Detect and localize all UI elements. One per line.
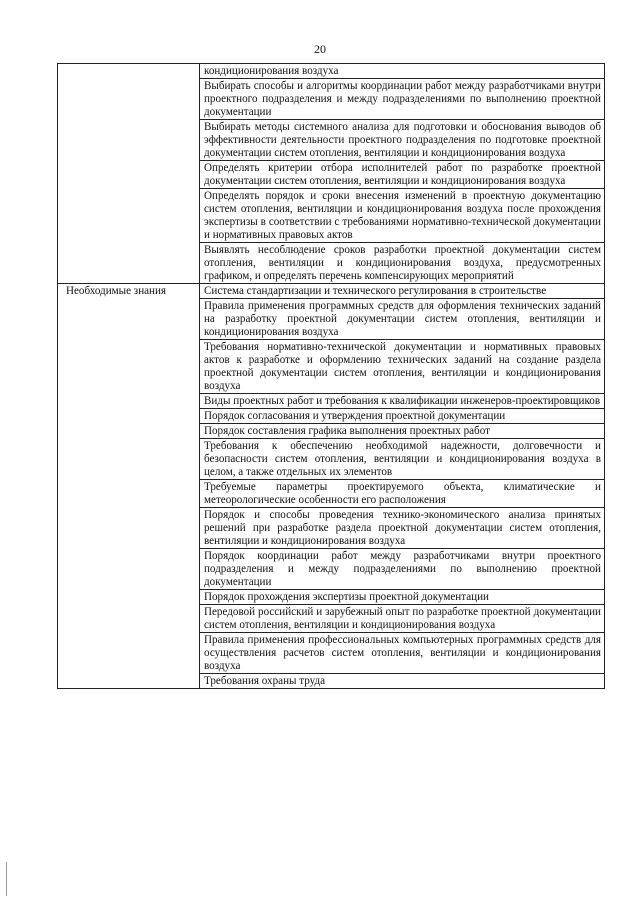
table-cell (200, 243, 605, 284)
cell-text: Требования охраны труда (204, 675, 326, 687)
row-label-cell (58, 64, 200, 284)
cell-text: Требуемые параметры проектируемого объекта, климатические и метеорологические особенности его расположения (204, 481, 601, 506)
table-row (58, 64, 605, 79)
cell-text: Порядок прохождения экспертизы проектной документации (204, 591, 489, 603)
table-cell (200, 409, 605, 424)
table-row (58, 284, 605, 299)
table-cell (200, 161, 605, 189)
cell-text: кондиционирования воздуха (204, 65, 339, 77)
table-cell (200, 394, 605, 409)
cell-text: Виды проектных работ и требования к квалификации инженеров-проектировщиков (204, 395, 601, 407)
cell-text: Требования к обеспечению необходимой надежности, долговечности и безопасности систем отопления, вентиляции и кондиционирования воздуха в целом, а также отдельных их элементов (204, 440, 601, 478)
cell-text: Определять критерии отбора исполнителей работ по разработке проектной документации систем отопления, вентиляции и кондиционирования воздуха (204, 162, 601, 187)
row-label-cell (58, 284, 200, 689)
cell-text: Передовой российский и зарубежный опыт по разработке проектной документации систем отопления, вентиляции и кондиционирования воздуха (204, 606, 601, 631)
table-cell (200, 189, 605, 243)
table-cell (200, 79, 605, 120)
cell-text: Правила применения профессиональных компьютерных программных средств для осуществления расчетов систем отопления, вентиляции и кондиционирования воздуха (204, 634, 601, 672)
scan-margin-mark (6, 862, 7, 896)
table-cell (200, 605, 605, 633)
cell-text: Порядок и способы проведения технико-экономического анализа принятых решений при разработке раздела проектной документации систем отопления, вентиляции и кондиционирования воздуха (204, 509, 601, 547)
table-cell (200, 508, 605, 549)
table-cell (200, 284, 605, 299)
cell-text: Определять порядок и сроки внесения изменений в проектную документацию систем отопления, вентиляции и кондиционирования воздуха после прохождения экспертизы в соответствии с требованиями нормативно-технической документации и нормативных правовых актов (204, 190, 601, 241)
cell-text: Порядок координации работ между разработчиками внутри проектного подразделения и между подразделениями по выполнению проектной документации (204, 550, 601, 588)
cell-text: Система стандартизации и технического регулирования в строительстве (204, 285, 547, 297)
cell-text: Порядок составления графика выполнения проектных работ (204, 425, 490, 437)
table-cell (200, 424, 605, 439)
table-cell (200, 120, 605, 161)
requirements-table (57, 63, 605, 689)
cell-text: Порядок согласования и утверждения проектной документации (204, 410, 506, 422)
table-cell (200, 633, 605, 674)
cell-text: Требования нормативно-технической документации и нормативных правовых актов к разработке и оформлению технических заданий на создание раздела проектной документации систем отопления, вентиляции и кондиционирования воздуха (204, 341, 601, 392)
table-cell (200, 64, 605, 79)
table-cell (200, 674, 605, 689)
table-cell (200, 590, 605, 605)
cell-text: Выбирать методы системного анализа для подготовки и обоснования выводов об эффективности деятельности проектного подразделения по подготовке проектной документации систем отопления, вентиляции и кондиционирования воздуха (204, 121, 601, 159)
cell-text: Выбирать способы и алгоритмы координации работ между разработчиками внутри проектного подразделения и между подразделениями по выполнению проектной документации (204, 80, 601, 118)
table-cell (200, 480, 605, 508)
table-cell (200, 549, 605, 590)
page-number: 20 (314, 42, 326, 56)
cell-text: Правила применения программных средств для оформления технических заданий на разработку проектной документации систем отопления, вентиляции и кондиционирования воздуха (204, 300, 601, 338)
table-cell (200, 299, 605, 340)
table-cell (200, 439, 605, 480)
cell-text: Выявлять несоблюдение сроков разработки проектной документации систем отопления, вентиляции и кондиционирования воздуха, предусмотренных графиком, и определять перечень компенсирующих мероприятий (204, 244, 601, 282)
row-label-knowledge: Необходимые знания (66, 285, 167, 297)
table-cell (200, 340, 605, 394)
